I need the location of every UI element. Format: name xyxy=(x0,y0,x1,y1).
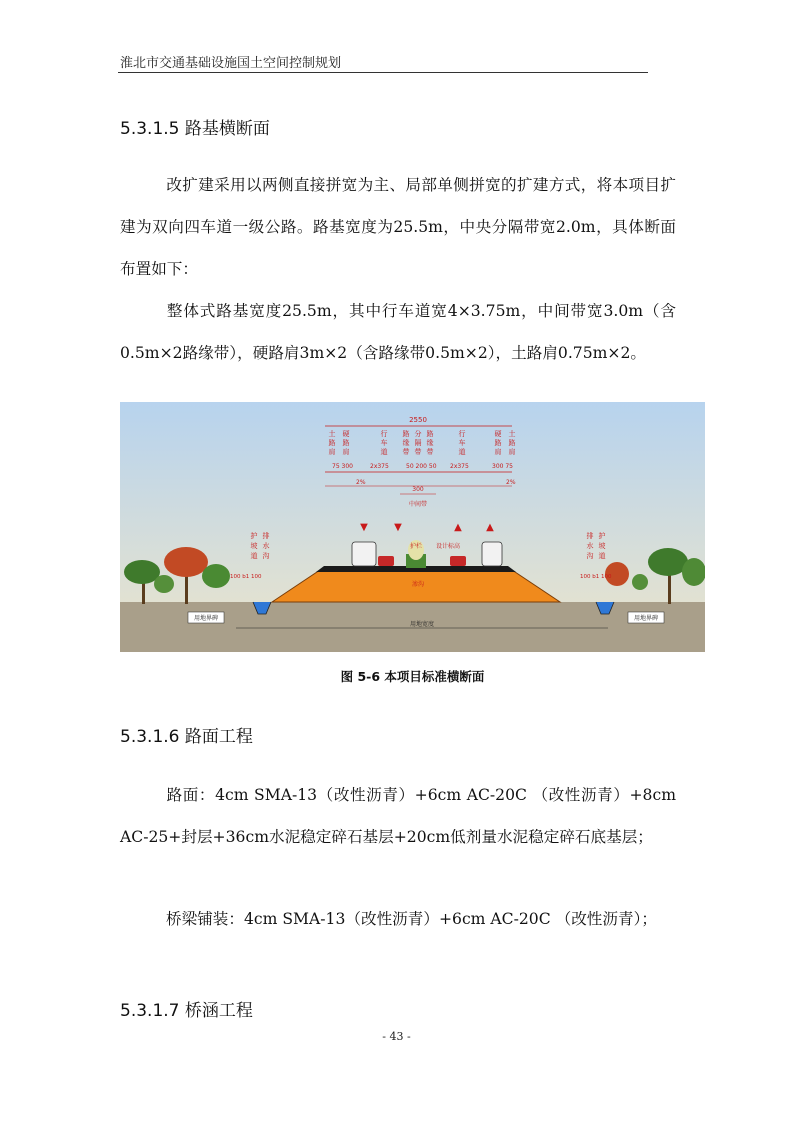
paragraph-pavement-text: 路面：4cm SMA-13（改性沥青）+6cm AC-20C （改性沥青）+8cm AC-25+封层+36cm水泥稳定碎石基层+20cm低剂量水泥稳定碎石底基层； xyxy=(120,786,676,846)
side-label: 护坡道 xyxy=(250,532,258,560)
car-right-icon xyxy=(450,556,466,566)
column-label: 行车道 xyxy=(458,430,466,456)
land-width-label: 用地宽度 xyxy=(409,621,435,628)
paragraph-bridge-deck-text: 桥梁铺装：4cm SMA-13（改性沥青）+6cm AC-20C （改性沥青）； xyxy=(166,910,657,928)
figure-caption: 图 5-6 本项目标准横断面 xyxy=(340,669,485,684)
column-label: 分隔带 xyxy=(414,430,422,456)
bus-right-icon xyxy=(482,542,502,566)
dim-lane-left: 2x375 xyxy=(370,463,389,470)
land-boundary-right: 用地界碑 xyxy=(633,615,659,622)
dim-lane-right: 2x375 xyxy=(450,463,469,470)
section-heading-5-3-1-6: 5.3.1.6 路面工程 xyxy=(120,727,253,747)
column-label: 土路肩 xyxy=(328,430,336,456)
column-label: 行车道 xyxy=(380,430,388,456)
car-left-icon xyxy=(378,556,394,566)
center-label: 中间带 xyxy=(408,501,428,508)
paragraph-subgrade-width-text: 整体式路基宽度25.5m，其中行车道宽4×3.75m，中间带宽3.0m（含0.5m×2路缘带），硬路肩3m×2（含路缘带0.5m×2），土路肩0.75m×2。 xyxy=(120,302,676,362)
center-dim: 300 xyxy=(412,486,424,493)
column-label: 硬路肩 xyxy=(342,430,350,456)
header-rule xyxy=(118,72,648,73)
ditch-dims-right: 100 b1 100 xyxy=(580,574,612,580)
column-label: 路缘带 xyxy=(426,430,434,456)
paragraph-bridge-deck xyxy=(120,898,676,940)
section-heading-5-3-1-7: 5.3.1.7 桥涵工程 xyxy=(120,1001,253,1021)
column-label: 路缘带 xyxy=(402,430,410,456)
paragraph-pavement xyxy=(120,774,676,858)
side-label: 排水沟 xyxy=(586,532,594,560)
paragraph-subgrade-width xyxy=(120,290,676,374)
dim-right: 300 75 xyxy=(492,463,513,470)
side-label: 护坡道 xyxy=(598,532,606,560)
direction-arrow-icon: ▲ xyxy=(454,522,462,533)
paragraph-expansion xyxy=(120,164,676,290)
ditch-dims-left: 100 b1 100 xyxy=(230,574,262,580)
design-elevation-label: 设计标高 xyxy=(436,543,461,550)
slope-right: 2% xyxy=(506,479,516,486)
slope-left: 2% xyxy=(356,479,366,486)
page-number: - 43 - xyxy=(382,1030,411,1043)
drain-label: 渗沟 xyxy=(411,581,425,588)
land-boundary-left: 用地界碑 xyxy=(193,615,219,622)
direction-arrow-icon: ▼ xyxy=(360,522,368,533)
dim-left: 75 300 xyxy=(332,463,353,470)
column-label: 硬路肩 xyxy=(494,430,502,456)
column-label: 土路肩 xyxy=(508,430,516,456)
direction-arrow-icon: ▼ xyxy=(394,522,402,533)
side-label: 排水沟 xyxy=(262,532,270,560)
section-heading-5-3-1-5: 5.3.1.5 路基横断面 xyxy=(120,119,270,139)
guardrail-label: 护栏 xyxy=(410,543,423,550)
dim-total-width: 2550 xyxy=(409,416,427,424)
page-header-title: 淮北市交通基础设施国土空间控制规划 xyxy=(120,56,342,71)
cross-section-figure xyxy=(120,402,705,652)
direction-arrow-icon: ▲ xyxy=(486,522,494,533)
bus-left-icon xyxy=(352,542,376,566)
dim-center: 50 200 50 xyxy=(406,463,437,470)
paragraph-expansion-text: 改扩建采用以两侧直接拼宽为主、局部单侧拼宽的扩建方式，将本项目扩建为双向四车道一级公路。路基宽度为25.5m，中央分隔带宽2.0m，具体断面布置如下： xyxy=(120,176,676,278)
